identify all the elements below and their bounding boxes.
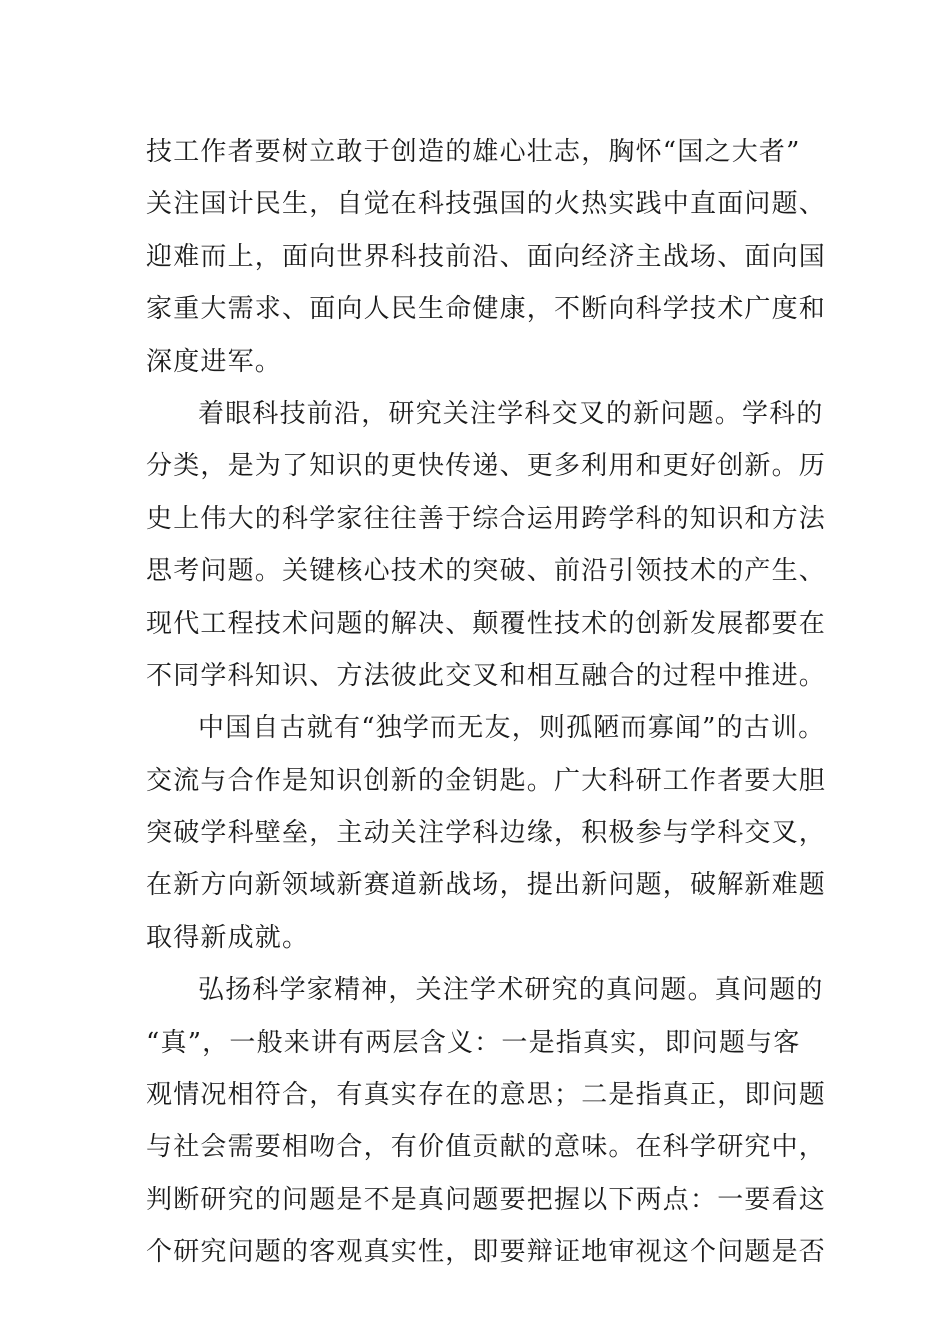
text-line-13: 交流与合作是知识创新的金钥匙。广大科研工作者要大胆 (146, 765, 827, 796)
text-line-20: 与社会需要相吻合，有价值贡献的意味。在科学研究中， (146, 1132, 827, 1163)
text-line-8: 史上伟大的科学家往往善于综合运用跨学科的知识和方法 (146, 503, 827, 534)
body-text (146, 126, 846, 1279)
text-line-7: 分类，是为了知识的更快传递、更多利用和更好创新。历 (146, 451, 827, 482)
text-line-16: 取得新成就。 (146, 922, 310, 953)
text-line-17: 弘扬科学家精神，关注学术研究的真问题。真问题的 (198, 975, 824, 1006)
text-line-19: 观情况相符合，有真实存在的意思；二是指真正，即问题 (146, 1080, 827, 1111)
text-line-12: 中国自古就有“独学而无友，则孤陋而寡闻”的古训。 (198, 713, 826, 744)
text-line-11: 不同学科知识、方法彼此交叉和相互融合的过程中推进。 (146, 660, 827, 691)
text-line-1: 技工作者要树立敢于创造的雄心壮志，胸怀“国之大者” (146, 137, 801, 167)
text-line-3: 迎难而上，面向世界科技前沿、面向经济主战场、面向国 (146, 241, 827, 272)
text-line-18: “真”，一般来讲有两层含义：一是指真实，即问题与客 (146, 1027, 801, 1058)
text-line-2: 关注国计民生，自觉在科技强国的火热实践中直面问题、 (146, 189, 827, 220)
text-line-10: 现代工程技术问题的解决、颠覆性技术的创新发展都要在 (146, 608, 827, 639)
text-line-9: 思考问题。关键核心技术的突破、前沿引领技术的产生、 (146, 556, 827, 587)
text-line-15: 在新方向新领域新赛道新战场，提出新问题，破解新难题 (146, 870, 827, 901)
text-line-21: 判断研究的问题是不是真问题要把握以下两点：一要看这 (146, 1184, 827, 1215)
text-line-14: 突破学科壁垒，主动关注学科边缘，积极参与学科交叉， (146, 818, 827, 849)
text-line-22: 个研究问题的客观真实性，即要辩证地审视这个问题是否 (146, 1237, 827, 1268)
text-line-6: 着眼科技前沿，研究关注学科交叉的新问题。学科的 (198, 398, 824, 429)
text-line-5: 深度进军。 (146, 346, 283, 377)
text-line-4: 家重大需求、面向人民生命健康，不断向科学技术广度和 (146, 294, 827, 325)
